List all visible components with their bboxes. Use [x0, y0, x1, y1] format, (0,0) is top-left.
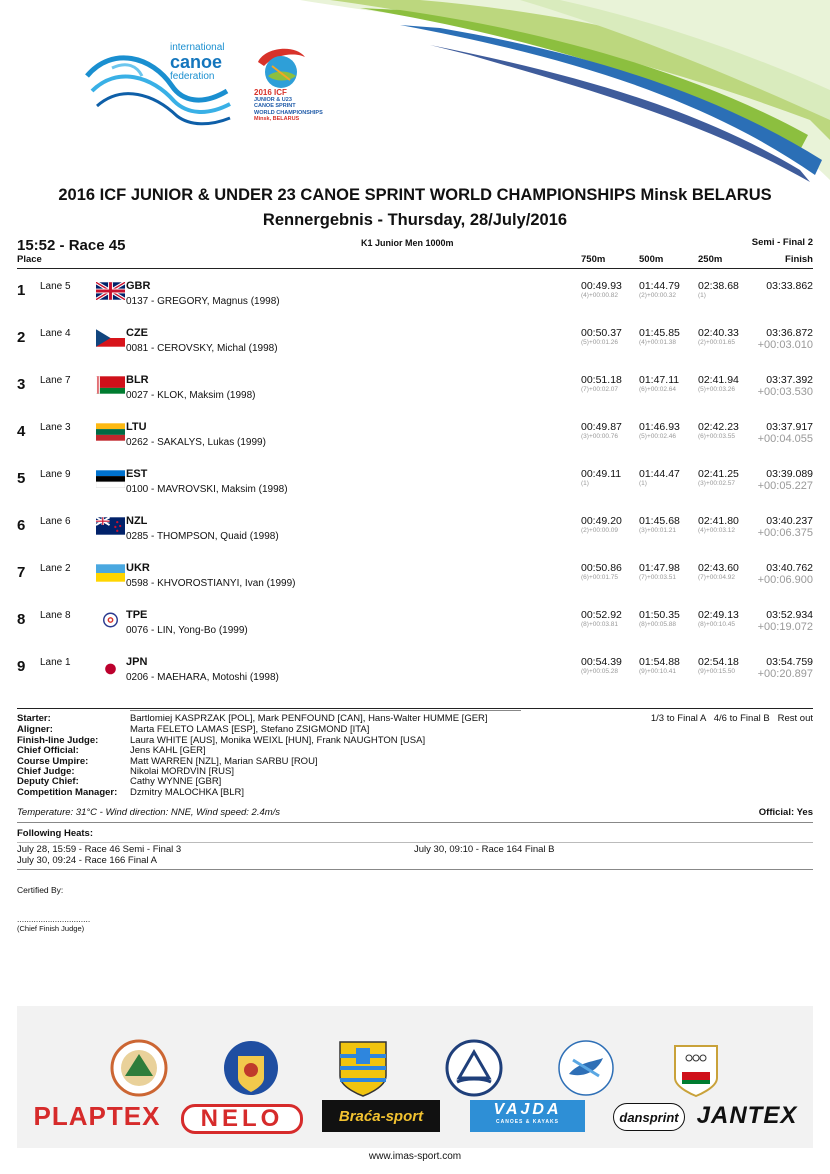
signature-line: ............................... — [17, 914, 91, 924]
flag-gbr-icon — [96, 282, 125, 300]
split-250: 02:42.23 — [698, 421, 739, 433]
time-behind: +00:05.227 — [757, 480, 813, 492]
split-500-rank: (5)+00:02.46 — [639, 433, 677, 440]
sponsor-braca-sport: Braća-sport — [322, 1100, 440, 1132]
split-750-rank: (5)+00:01.26 — [581, 339, 619, 346]
nation: LTU — [126, 421, 147, 433]
split-500-rank: (9)+00:10.41 — [639, 668, 677, 675]
split-250: 02:41.25 — [698, 468, 739, 480]
official-label: Chief Official: — [17, 745, 79, 756]
athlete: 0598 - KHVOROSTIANYI, Ivan (1999) — [126, 578, 296, 589]
following-heats-title: Following Heats: — [17, 828, 93, 839]
split-500-rank: (1) — [639, 480, 647, 487]
split-500: 01:45.68 — [639, 515, 680, 527]
signature-role: (Chief Finish Judge) — [17, 924, 85, 933]
split-750-rank: (4)+00:00.82 — [581, 292, 619, 299]
following-bottom-divider — [17, 869, 813, 870]
weather-info: Temperature: 31°C - Wind direction: NNE, Wind speed: 2.4m/s — [17, 807, 281, 818]
weather-divider — [17, 822, 813, 823]
table-row — [0, 607, 830, 654]
finish-time: 03:39.089 — [766, 468, 813, 480]
split-500-rank: (3)+00:01.21 — [639, 527, 677, 534]
nation: NZL — [126, 515, 148, 527]
lane: Lane 7 — [40, 375, 71, 386]
lane: Lane 2 — [40, 563, 71, 574]
champ-l4: Minsk, BELARUS — [254, 116, 300, 122]
place: 3 — [17, 376, 26, 393]
split-500: 01:47.98 — [639, 562, 680, 574]
split-500-rank: (2)+00:00.32 — [639, 292, 677, 299]
official-value: Marta FELETO LAMAS [ESP], Stefano ZSIGMOND [ITA] — [130, 724, 370, 735]
official-label: Finish-line Judge: — [17, 735, 99, 746]
table-row — [0, 513, 830, 560]
finish-time: 03:40.762 — [766, 562, 813, 574]
lane: Lane 9 — [40, 469, 71, 480]
page-subtitle: Rennergebnis - Thursday, 28/July/2016 — [262, 211, 568, 229]
icf-line1: international — [170, 42, 225, 53]
athlete: 0285 - THOMPSON, Quaid (1998) — [126, 531, 279, 542]
flag-ltu-icon — [96, 423, 125, 441]
official-value: Cathy WYNNE [GBR] — [130, 776, 222, 787]
lane: Lane 5 — [40, 281, 71, 292]
split-250: 02:49.13 — [698, 609, 739, 621]
official-value: Matt WARREN [NZL], Marian SARBU [ROU] — [130, 756, 318, 767]
split-250: 02:40.33 — [698, 327, 739, 339]
header-divider — [17, 268, 813, 269]
athlete: 0027 - KLOK, Maksim (1998) — [126, 390, 256, 401]
following-divider — [17, 842, 813, 843]
flag-blr-icon — [96, 376, 125, 394]
crest-emblem-6-icon — [667, 1038, 725, 1098]
following-heat: July 30, 09:10 - Race 164 Final B — [414, 844, 555, 855]
official-label: Competition Manager: — [17, 787, 118, 798]
table-row — [0, 372, 830, 419]
champ-l1: JUNIOR & U23 — [254, 96, 292, 103]
split-750-rank: (9)+00:05.28 — [581, 668, 619, 675]
phase-label: Semi - Final 2 — [751, 237, 813, 248]
place: 9 — [17, 658, 26, 675]
race-label: 15:52 - Race 45 — [17, 237, 126, 254]
flag-ukr-icon — [96, 564, 125, 582]
official-label: Deputy Chief: — [17, 776, 79, 787]
split-750-rank: (7)+00:02.07 — [581, 386, 619, 393]
icf-line2: canoe — [170, 52, 223, 72]
table-row — [0, 560, 830, 607]
certified-label: Certified By: — [17, 885, 64, 895]
split-750: 00:54.39 — [581, 656, 622, 668]
nation: CZE — [126, 327, 148, 339]
athlete: 0262 - SAKALYS, Lukas (1999) — [126, 437, 266, 448]
nation: TPE — [126, 609, 148, 621]
split-750-rank: (6)+00:01.75 — [581, 574, 619, 581]
split-750-rank: (8)+00:03.81 — [581, 621, 619, 628]
champ-l3: WORLD CHAMPIONSHIPS — [254, 109, 323, 116]
split-250-rank: (8)+00:10.45 — [698, 621, 736, 628]
championship-logo-text — [254, 90, 323, 123]
results-divider — [17, 708, 813, 709]
split-750: 00:49.87 — [581, 421, 622, 433]
sponsor-plaptex: PLAPTEX — [33, 1100, 161, 1131]
official-value: Nikolai MORDVIN [RUS] — [130, 766, 234, 777]
split-250-rank: (5)+00:03.26 — [698, 386, 736, 393]
flag-cze-icon — [96, 329, 125, 347]
flag-jpn-icon — [96, 658, 125, 676]
col-250: 250m — [698, 254, 723, 265]
sponsor-vajda-sub: CANOES & KAYAKS — [496, 1119, 559, 1125]
official-value: Jens KAHL [GER] — [130, 745, 206, 756]
time-behind: +00:06.375 — [757, 527, 813, 539]
place: 5 — [17, 470, 26, 487]
icf-line3: federation — [170, 71, 215, 82]
time-behind: +00:20.897 — [757, 668, 813, 680]
lane: Lane 8 — [40, 610, 71, 621]
following-heat: July 28, 15:59 - Race 46 Semi - Final 3 — [17, 844, 182, 855]
split-750: 00:50.37 — [581, 327, 622, 339]
split-500: 01:54.88 — [639, 656, 680, 668]
finish-time: 03:40.237 — [766, 515, 813, 527]
split-750-rank: (3)+00:00.76 — [581, 433, 619, 440]
split-500: 01:44.79 — [639, 280, 680, 292]
lane: Lane 1 — [40, 657, 71, 668]
split-500-rank: (4)+00:01.38 — [639, 339, 677, 346]
split-750: 00:50.86 — [581, 562, 622, 574]
nation: JPN — [126, 656, 148, 668]
official-label: Course Umpire: — [17, 756, 89, 767]
flag-est-icon — [96, 470, 125, 488]
col-finish: Finish — [785, 254, 813, 265]
split-250: 02:43.60 — [698, 562, 739, 574]
split-750: 00:49.20 — [581, 515, 622, 527]
flag-tpe-icon — [96, 611, 125, 629]
following-heat: July 30, 09:24 - Race 166 Final A — [17, 855, 157, 866]
official-value: Laura WHITE [AUS], Monika WEIXL [HUN], Frank NAUGHTON [USA] — [130, 735, 426, 746]
athlete: 0081 - CEROVSKY, Michal (1998) — [126, 343, 278, 354]
place: 6 — [17, 517, 26, 534]
split-250: 02:41.80 — [698, 515, 739, 527]
time-behind: +00:04.055 — [757, 433, 813, 445]
finish-time: 03:37.392 — [766, 374, 813, 386]
table-row — [0, 325, 830, 372]
flag-nzl-icon — [96, 517, 125, 535]
split-750-rank: (1) — [581, 480, 589, 487]
sponsors-strip — [17, 1006, 813, 1148]
official-label: Chief Judge: — [17, 766, 75, 777]
finish-time: 03:36.872 — [766, 327, 813, 339]
split-250: 02:54.18 — [698, 656, 739, 668]
place: 8 — [17, 611, 26, 628]
nation: GBR — [126, 280, 151, 292]
official-value: Bartlomiej KASPRZAK [POL], Mark PENFOUND [CAN], Hans-Walter HUMME [GER] — [130, 713, 488, 724]
table-row — [0, 654, 830, 701]
lane: Lane 3 — [40, 422, 71, 433]
split-750: 00:49.93 — [581, 280, 622, 292]
footer-url[interactable]: www.imas-sport.com — [368, 1151, 462, 1162]
time-behind: +00:19.072 — [757, 621, 813, 633]
crest-emblem-4-icon — [445, 1038, 503, 1098]
table-row — [0, 419, 830, 466]
event-label: K1 Junior Men 1000m — [361, 238, 454, 248]
split-750: 00:49.11 — [581, 468, 622, 480]
crest-emblem-5-icon — [557, 1038, 615, 1098]
sponsor-vajda-name: VAJDA — [493, 1101, 562, 1118]
split-250-rank: (1) — [698, 292, 706, 299]
lane: Lane 6 — [40, 516, 71, 527]
progression-rules: 1/3 to Final A 4/6 to Final B Rest out — [650, 713, 813, 724]
sponsor-dansprint: dansprint — [613, 1103, 685, 1131]
time-behind: +00:06.900 — [757, 574, 813, 586]
table-row — [0, 466, 830, 513]
athlete: 0206 - MAEHARA, Motoshi (1998) — [126, 672, 279, 683]
finish-time: 03:33.862 — [766, 280, 813, 292]
split-250: 02:41.94 — [698, 374, 739, 386]
officials-divider — [130, 710, 521, 711]
champ-year: 2016 ICF — [254, 88, 287, 97]
split-250-rank: (9)+00:15.50 — [698, 668, 736, 675]
split-750: 00:51.18 — [581, 374, 622, 386]
table-row — [0, 278, 830, 325]
athlete: 0100 - MAVROVSKI, Maksim (1998) — [126, 484, 288, 495]
split-250-rank: (2)+00:01.65 — [698, 339, 736, 346]
split-250-rank: (3)+00:02.57 — [698, 480, 736, 487]
crest-emblem-1-icon — [110, 1038, 168, 1098]
split-500-rank: (8)+00:05.88 — [639, 621, 677, 628]
split-500: 01:44.47 — [639, 468, 680, 480]
place: 2 — [17, 329, 26, 346]
finish-time: 03:54.759 — [766, 656, 813, 668]
athlete: 0076 - LIN, Yong-Bo (1999) — [126, 625, 248, 636]
place: 7 — [17, 564, 26, 581]
time-behind: +00:03.010 — [757, 339, 813, 351]
champ-l2: CANOE SPRINT — [254, 103, 296, 109]
split-250-rank: (4)+00:03.12 — [698, 527, 736, 534]
split-250-rank: (7)+00:04.92 — [698, 574, 736, 581]
split-500: 01:47.11 — [639, 374, 680, 386]
crest-emblem-2-icon — [222, 1038, 280, 1098]
sponsor-nelo: NELO — [181, 1104, 303, 1134]
official-label: Starter: — [17, 713, 51, 724]
col-place: Place — [17, 254, 42, 265]
place: 4 — [17, 423, 26, 440]
split-500-rank: (7)+00:03.51 — [639, 574, 677, 581]
athlete: 0137 - GREGORY, Magnus (1998) — [126, 296, 280, 307]
nation: UKR — [126, 562, 150, 574]
official-status: Official: Yes — [758, 807, 813, 818]
col-750: 750m — [581, 254, 606, 265]
split-500-rank: (6)+00:02.64 — [639, 386, 677, 393]
icf-logo-text — [170, 42, 224, 82]
split-250: 02:38.68 — [698, 280, 739, 292]
split-750-rank: (2)+00:00.09 — [581, 527, 619, 534]
lane: Lane 4 — [40, 328, 71, 339]
page-title: 2016 ICF JUNIOR & UNDER 23 CANOE SPRINT WORLD CHAMPIONSHIPS Minsk BELARUS — [58, 186, 772, 204]
split-250-rank: (6)+00:03.55 — [698, 433, 736, 440]
split-500: 01:50.35 — [639, 609, 680, 621]
finish-time: 03:37.917 — [766, 421, 813, 433]
split-500: 01:45.85 — [639, 327, 680, 339]
col-500: 500m — [639, 254, 664, 265]
finish-time: 03:52.934 — [766, 609, 813, 621]
official-label: Aligner: — [17, 724, 53, 735]
split-750: 00:52.92 — [581, 609, 622, 621]
nation: EST — [126, 468, 148, 480]
time-behind: +00:03.530 — [757, 386, 813, 398]
official-value: Dzmitry MALOCHKA [BLR] — [130, 787, 245, 798]
sponsor-vajda — [470, 1100, 585, 1132]
sponsor-jantex: JANTEX — [696, 1102, 798, 1129]
crest-emblem-3-icon — [334, 1038, 392, 1098]
split-500: 01:46.93 — [639, 421, 680, 433]
place: 1 — [17, 282, 26, 299]
nation: BLR — [126, 374, 149, 386]
